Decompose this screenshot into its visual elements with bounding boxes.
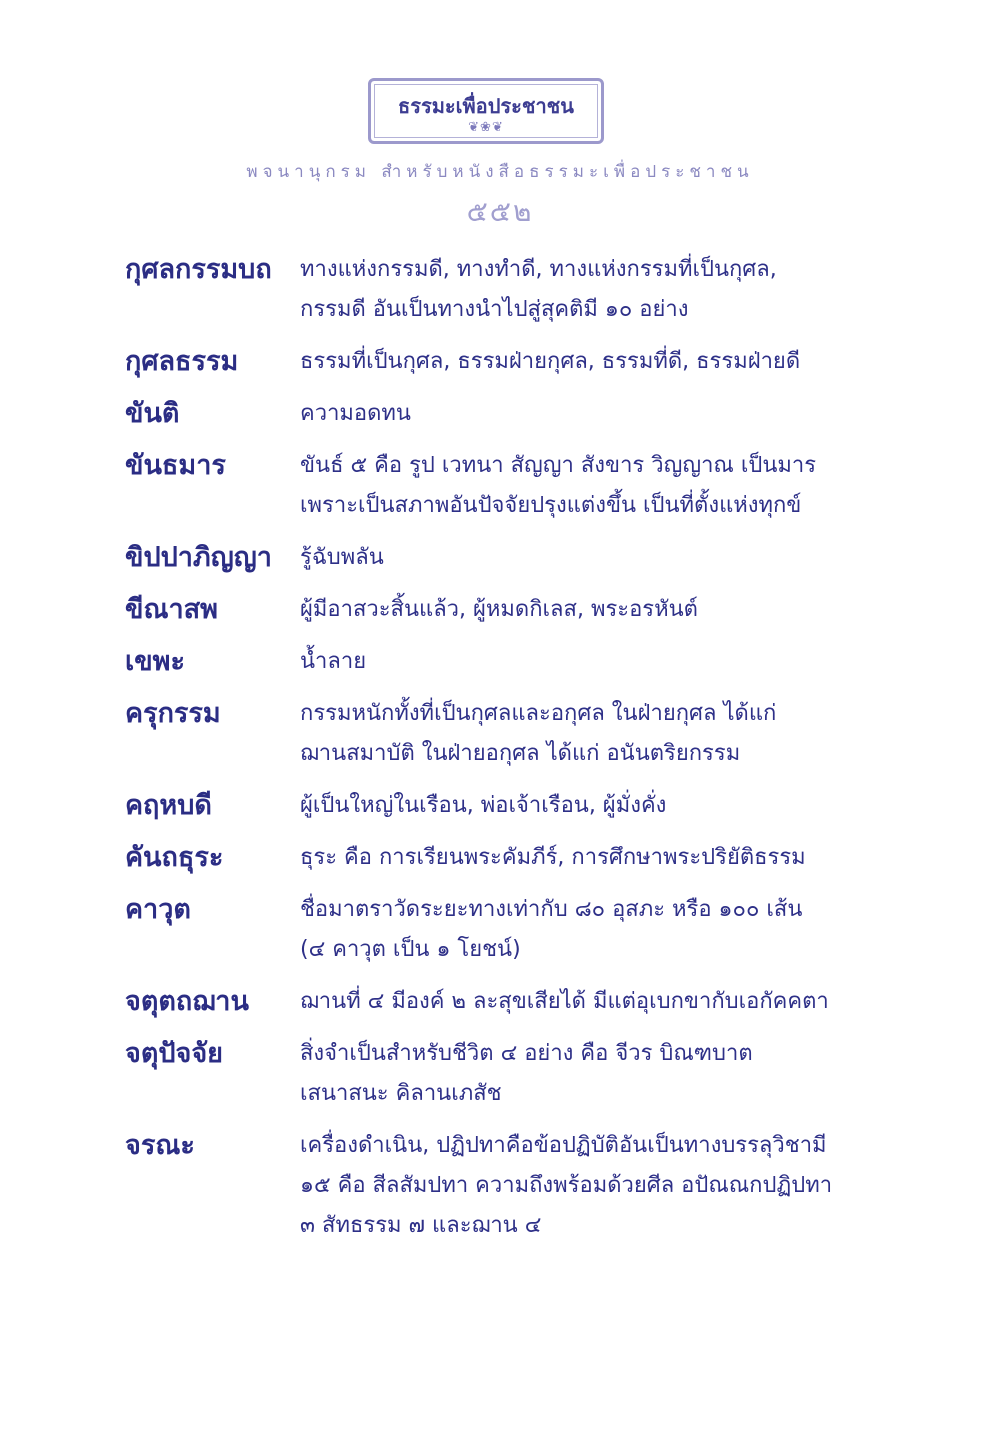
- glossary-entry: [125, 1126, 865, 1246]
- definition-line: ขันธ์ ๕ คือ รูป เวทนา สัญญา สังขาร วิญญาณ เป็นมาร: [300, 453, 817, 478]
- definition-line: น้ำลาย: [300, 649, 367, 674]
- definition-line: ความอดทน: [300, 401, 411, 426]
- definition-line: ทางแห่งกรรมดี, ทางทำดี, ทางแห่งกรรมที่เป็นกุศล,: [300, 257, 777, 282]
- entry-definition: [300, 342, 865, 382]
- definition-line: ผู้มีอาสวะสิ้นแล้ว, ผู้หมดกิเลส, พระอรหันต์: [300, 597, 698, 622]
- definition-line: ฌานสมาบัติ ในฝ่ายอกุศล ได้แก่ อนันตริยกรรม: [300, 741, 741, 766]
- glossary-entry: [125, 250, 865, 330]
- page-number: ๕๕๒: [466, 195, 534, 228]
- glossary-entry: [125, 642, 865, 682]
- entry-definition: [300, 838, 865, 878]
- entry-definition: [300, 1126, 865, 1246]
- glossary-entry: [125, 1034, 865, 1114]
- definition-line: ๓ สัทธรรม ๗ และฌาน ๔: [300, 1213, 542, 1238]
- entry-term: กุศลธรรม: [125, 346, 239, 377]
- definition-line: สิ่งจำเป็นสำหรับชีวิต ๔ อย่าง คือ จีวร บิณฑบาต: [300, 1041, 753, 1066]
- definition-line: รู้ฉับพลัน: [300, 545, 384, 570]
- entry-definition: [300, 642, 865, 682]
- entry-term: เขพะ: [125, 646, 185, 677]
- entry-term: คฤหบดี: [125, 790, 212, 821]
- definition-line: เสนาสนะ คิลานเภสัช: [300, 1081, 502, 1106]
- entry-definition: [300, 538, 865, 578]
- definition-line: ธรรมที่เป็นกุศล, ธรรมฝ่ายกุศล, ธรรมที่ดี, ธรรมฝ่ายดี: [300, 349, 801, 374]
- entry-term: ขันติ: [125, 398, 180, 429]
- entry-term: จตุตถฌาน: [125, 986, 249, 1017]
- glossary-entries: [125, 250, 865, 1258]
- entry-definition: [300, 446, 865, 526]
- entry-term: ขันธมาร: [125, 450, 226, 481]
- entry-term: ขีณาสพ: [125, 594, 218, 625]
- glossary-entry: [125, 590, 865, 630]
- definition-line: เพราะเป็นสภาพอันปัจจัยปรุงแต่งขึ้น เป็นที่ตั้งแห่งทุกข์: [300, 493, 802, 518]
- page-subtitle: พจนานุกรม สำหรับหนังสือธรรมะเพื่อประชาชน: [246, 162, 754, 182]
- entry-term: ขิปปาภิญญา: [125, 542, 272, 573]
- glossary-entry: [125, 342, 865, 382]
- definition-line: ผู้เป็นใหญ่ในเรือน, พ่อเจ้าเรือน, ผู้มั่งคั่ง: [300, 793, 667, 818]
- entry-definition: [300, 982, 865, 1022]
- entry-definition: [300, 694, 865, 774]
- definition-line: ๑๕ คือ สีลสัมปทา ความถึงพร้อมด้วยศีล อปัณณกปฏิปทา: [300, 1173, 833, 1198]
- glossary-entry: [125, 838, 865, 878]
- glossary-entry: [125, 538, 865, 578]
- entry-term: จตุปัจจัย: [125, 1038, 223, 1069]
- definition-line: (๔ คาวุต เป็น ๑ โยชน์): [300, 937, 521, 962]
- ornament-icon: ❦❀❦: [468, 119, 504, 135]
- logo-text: ธรรมะเพื่อประชาชน: [398, 93, 574, 118]
- definition-line: เครื่องดำเนิน, ปฏิปทาคือข้อปฏิบัติอันเป็นทางบรรลุวิชามี: [300, 1133, 827, 1158]
- glossary-entry: [125, 786, 865, 826]
- glossary-entry: [125, 694, 865, 774]
- glossary-entry: [125, 890, 865, 970]
- definition-line: ชื่อมาตราวัดระยะทางเท่ากับ ๘๐ อุสภะ หรือ ๑๐๐ เส้น: [300, 897, 803, 922]
- entry-definition: [300, 1034, 865, 1114]
- entry-term: จรณะ: [125, 1130, 195, 1161]
- entry-definition: [300, 250, 865, 330]
- glossary-entry: [125, 982, 865, 1022]
- header-logo: [368, 78, 604, 144]
- glossary-entry: [125, 446, 865, 526]
- glossary-entry: [125, 394, 865, 434]
- entry-definition: [300, 786, 865, 826]
- definition-line: กรรมหนักทั้งที่เป็นกุศลและอกุศล ในฝ่ายกุศล ได้แก่: [300, 701, 777, 726]
- entry-definition: [300, 890, 865, 970]
- entry-definition: [300, 590, 865, 630]
- entry-term: คาวุต: [125, 894, 191, 925]
- entry-definition: [300, 394, 865, 434]
- entry-term: ครุกรรม: [125, 698, 221, 729]
- entry-term: กุศลกรรมบถ: [125, 254, 272, 285]
- entry-term: คันถธุระ: [125, 842, 224, 873]
- definition-line: กรรมดี อันเป็นทางนำไปสู่สุคติมี ๑๐ อย่าง: [300, 297, 689, 322]
- definition-line: ธุระ คือ การเรียนพระคัมภีร์, การศึกษาพระปริยัติธรรม: [300, 845, 806, 870]
- definition-line: ฌานที่ ๔ มีองค์ ๒ ละสุขเสียได้ มีแต่อุเบกขากับเอกัคคตา: [300, 989, 829, 1014]
